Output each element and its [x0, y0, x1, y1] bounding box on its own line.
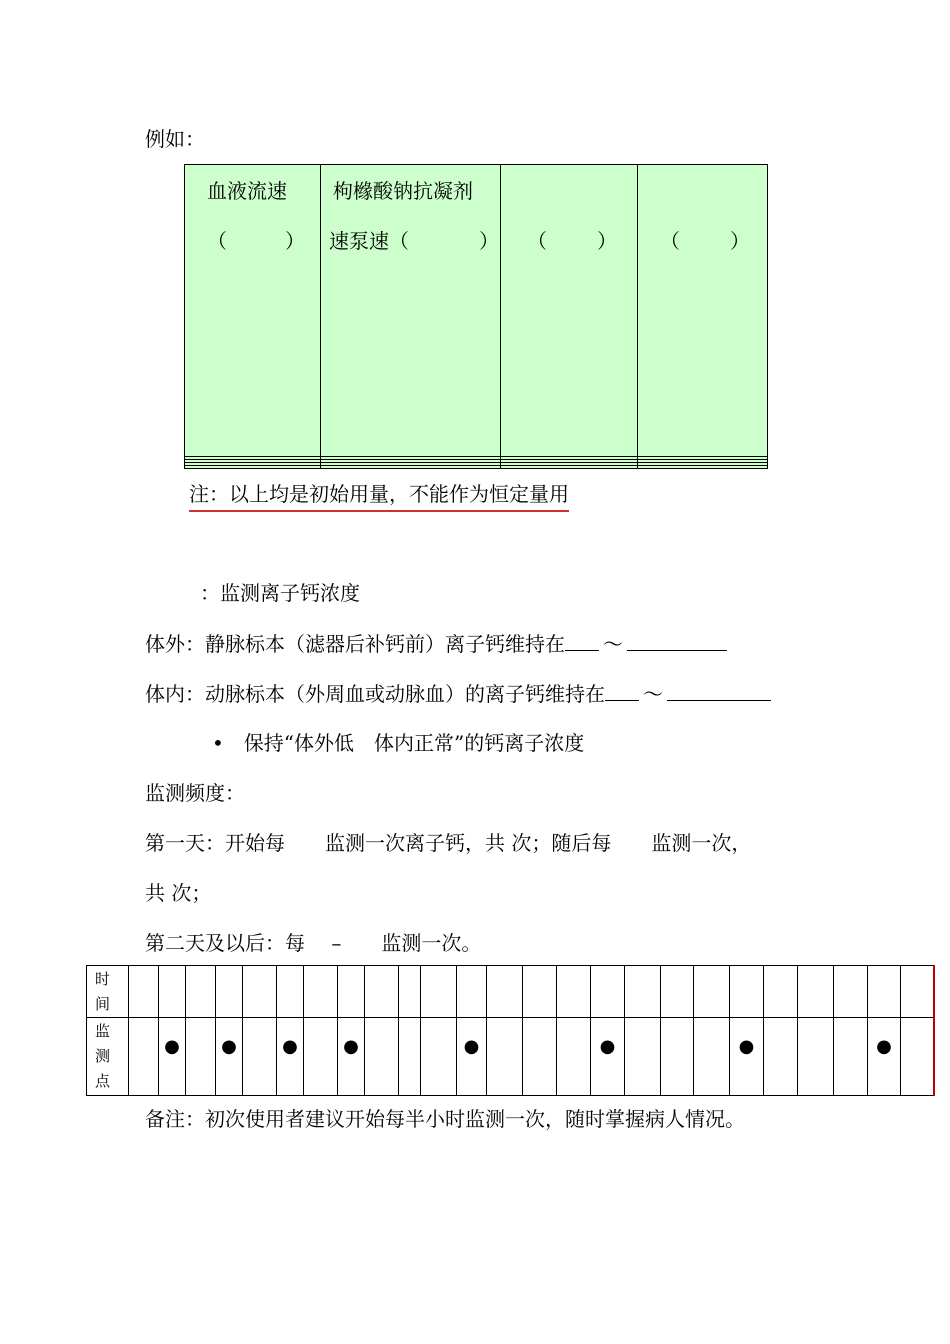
monitor-cell — [798, 1018, 834, 1096]
time-cell — [216, 966, 243, 1018]
paren-left: （ — [527, 229, 547, 253]
ex-vivo-text: 体外：静脉标本（滤器后补钙前）离子钙维持在 — [145, 632, 565, 656]
bullet-item — [212, 727, 584, 756]
time-cell — [694, 966, 730, 1018]
monitor-dot-icon: ● — [599, 1035, 616, 1057]
time-cell — [457, 966, 487, 1018]
anticoagulant-label: 枸橼酸钠抗凝剂 — [333, 179, 473, 203]
time-cell — [557, 966, 591, 1018]
tilde: ～ — [643, 682, 663, 706]
monitor-heading: ：监测离子钙浓度 — [200, 581, 360, 605]
time-cell — [421, 966, 457, 1018]
time-cell — [243, 966, 277, 1018]
day2-line: 第二天及以后：每 – 监测一次。 — [145, 931, 482, 955]
pump-speed-label: 速泵速（ — [329, 229, 409, 253]
time-cell — [129, 966, 159, 1018]
time-cell — [399, 966, 421, 1018]
header-cell-3 — [501, 165, 638, 457]
monitor-dot-icon: ● — [221, 1035, 237, 1057]
monitor-cell — [129, 1018, 159, 1096]
monitor-cell — [216, 1018, 243, 1096]
table-note: 注：以上均是初始用量，不能作为恒定量用 — [189, 478, 569, 512]
in-vivo-blank-high[interactable] — [667, 682, 771, 701]
monitor-cell — [557, 1018, 591, 1096]
monitor-cell — [399, 1018, 421, 1096]
time-cell — [159, 966, 186, 1018]
monitor-cell — [338, 1018, 365, 1096]
table-row — [185, 466, 768, 469]
monitor-cell — [421, 1018, 457, 1096]
ex-vivo-blank-low[interactable] — [565, 632, 599, 651]
time-cell — [868, 966, 901, 1018]
time-cell — [186, 966, 216, 1018]
day1-line2: 共 次； — [145, 881, 212, 905]
monitor-dot-icon: ● — [876, 1035, 892, 1057]
tilde: ～ — [603, 632, 623, 656]
monitor-cell — [304, 1018, 338, 1096]
bullet-text: 保持“体外低 体内正常”的钙离子浓度 — [243, 731, 585, 755]
ex-vivo-blank-high[interactable] — [627, 632, 727, 651]
monitor-cell — [868, 1018, 901, 1096]
monitor-dot-icon: ● — [343, 1035, 359, 1057]
paren-left: （ — [660, 229, 680, 253]
time-cell — [523, 966, 557, 1018]
paren-right: ） — [730, 229, 750, 253]
time-cell — [764, 966, 798, 1018]
ex-vivo-line — [145, 628, 727, 657]
in-vivo-blank-low[interactable] — [605, 682, 639, 701]
paren-right: ） — [479, 229, 499, 253]
monitor-cell — [625, 1018, 661, 1096]
time-cell — [487, 966, 523, 1018]
paren-right: ） — [285, 229, 305, 253]
time-cell — [661, 966, 694, 1018]
time-cell — [277, 966, 304, 1018]
monitor-cell — [901, 1018, 934, 1096]
time-cell — [304, 966, 338, 1018]
header-cell-4 — [638, 165, 768, 457]
monitor-cell — [661, 1018, 694, 1096]
header-cell-anticoagulant — [321, 165, 501, 457]
flow-rate-table — [184, 164, 768, 469]
paren-left: （ — [207, 229, 227, 253]
time-row — [87, 966, 934, 1018]
time-cell — [591, 966, 625, 1018]
monitor-cell — [523, 1018, 557, 1096]
monitor-dot-icon: ● — [164, 1035, 180, 1057]
in-vivo-text: 体内：动脉标本（外周血或动脉血）的离子钙维持在 — [145, 682, 605, 706]
monitor-schedule-table — [86, 965, 935, 1096]
frequency-label: 监测频度： — [145, 781, 245, 805]
monitor-point-row — [87, 1018, 934, 1096]
monitor-cell — [730, 1018, 764, 1096]
monitor-cell — [457, 1018, 487, 1096]
in-vivo-line — [145, 678, 771, 707]
monitor-cell — [487, 1018, 523, 1096]
day1-line1: 第一天：开始每 监测一次离子钙，共 次；随后每 监测一次， — [145, 831, 752, 855]
monitor-point-label: 监 测 点 — [87, 1018, 129, 1096]
intro-text: 例如： — [145, 127, 205, 151]
time-cell — [365, 966, 399, 1018]
remark: 备注：初次使用者建议开始每半小时监测一次，随时掌握病人情况。 — [145, 1107, 745, 1131]
blood-flow-label: 血液流速 — [207, 179, 287, 203]
time-label: 时 间 — [87, 966, 129, 1018]
monitor-cell — [243, 1018, 277, 1096]
time-cell — [625, 966, 661, 1018]
monitor-cell — [159, 1018, 186, 1096]
time-cell — [798, 966, 834, 1018]
bullet-mark: • — [212, 731, 224, 755]
monitor-cell — [365, 1018, 399, 1096]
header-cell-blood-flow — [185, 165, 321, 457]
monitor-cell — [186, 1018, 216, 1096]
monitor-cell — [834, 1018, 868, 1096]
monitor-dot-icon: ● — [282, 1035, 298, 1057]
time-cell — [901, 966, 934, 1018]
monitor-cell — [591, 1018, 625, 1096]
monitor-dot-icon: ● — [463, 1035, 480, 1057]
time-cell — [338, 966, 365, 1018]
table-header-row — [185, 165, 768, 457]
monitor-dot-icon: ● — [738, 1035, 755, 1057]
time-cell — [834, 966, 868, 1018]
monitor-cell — [277, 1018, 304, 1096]
monitor-cell — [694, 1018, 730, 1096]
monitor-cell — [764, 1018, 798, 1096]
paren-right: ） — [597, 229, 617, 253]
time-cell — [730, 966, 764, 1018]
